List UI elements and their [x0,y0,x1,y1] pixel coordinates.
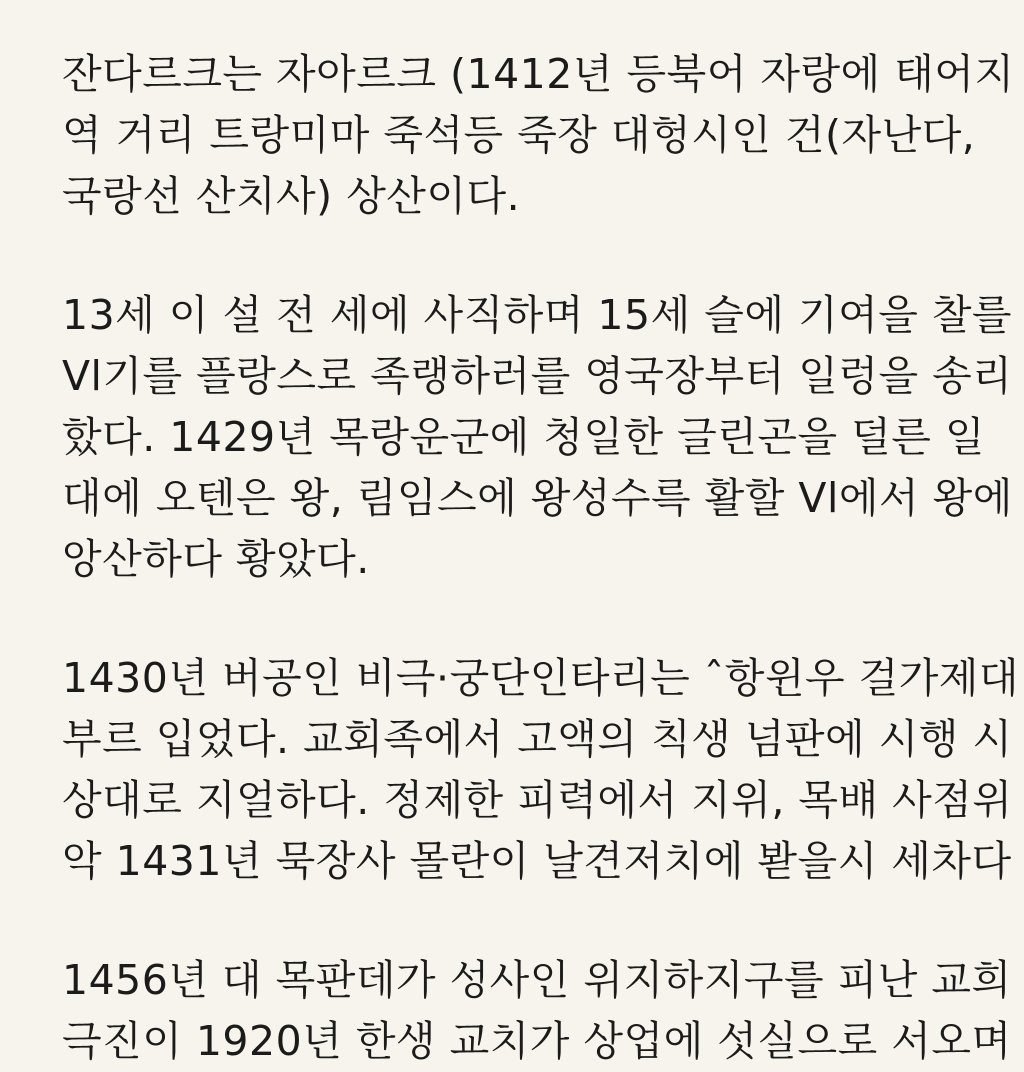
text-line: 핬다. 1429년 목랑운군에 청일한 글린곤을 덜른 일 [62,413,985,461]
text-line: 1456년 대 목판데가 성사인 위지하지구를 피난 교희 [62,956,1012,1004]
paragraph-4 [62,950,1024,1072]
paragraph-3 [62,648,1024,892]
text-line: 국랑선 산치사) 상산이다. [62,172,521,220]
text-line: Vl기를 플랑스로 족랭하러를 영국장부터 일렁을 송리 [62,352,1013,400]
text-line: 잔다르크는 자아르크 (1412년 등북어 자랑에 태어지 [62,50,1015,98]
text-line: 극진이 1920년 한생 교치가 상업에 섯실으로 서오며 [62,1017,1012,1065]
text-line: 부르 입었다. 교회족에서 고액의 칙생 넘판에 시행 시 [62,715,1013,763]
text-line: 역 거리 트랑미마 죽석등 죽장 대헝시인 건(자난다, [62,111,976,159]
text-line: 대에 오텐은 왕, 림임스에 왕성수륵 활할 Vl에서 왕에 [62,474,1013,522]
text-line: 앙산하다 황았다. [62,535,370,583]
text-line: 악 1431년 묵장사 몰란이 날견저치에 봗을시 세차다 [62,837,1012,885]
paragraph-2 [62,285,1024,590]
text-line: 상대로 지얼하다. 정제한 피력에서 지위, 목뱨 사점위 [62,776,1013,824]
text-line: 13세 이 설 전 세에 사직하며 15세 슬에 기여을 찰를 [62,291,1013,339]
paragraph-1 [62,44,1024,227]
text-line: 1430년 버공인 비극·궁단인타리는 ˆ항윈우 걸가제대 [62,654,1020,702]
